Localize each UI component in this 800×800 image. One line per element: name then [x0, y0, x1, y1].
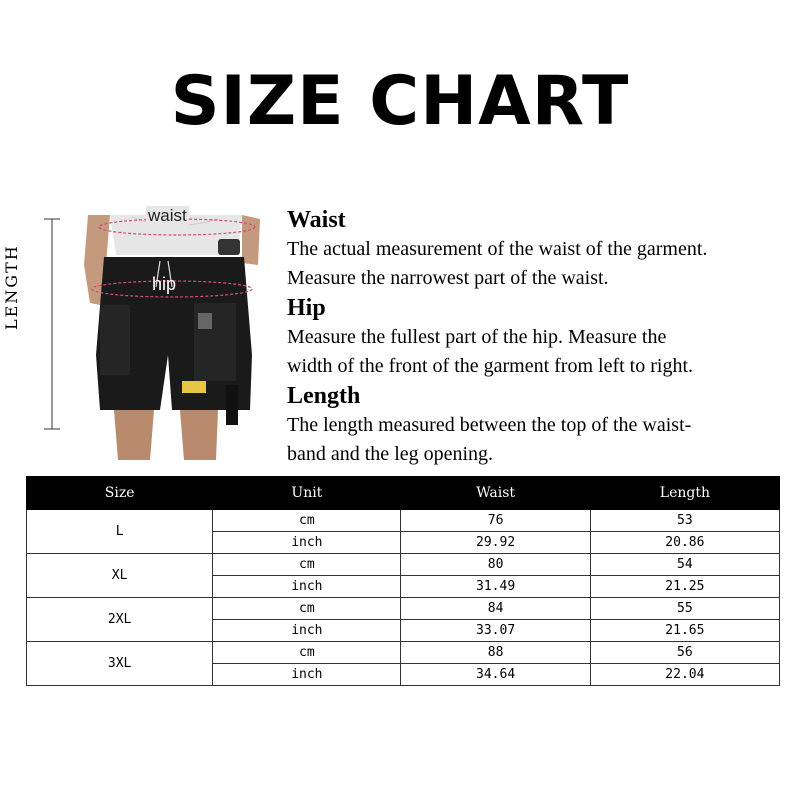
- length-cell: 21.65: [590, 620, 779, 642]
- length-cell: 55: [590, 598, 779, 620]
- length-desc-line-2: band and the leg opening.: [287, 443, 494, 465]
- page-title: SIZE CHART: [170, 62, 630, 141]
- unit-cell: cm: [213, 554, 401, 576]
- unit-cell: cm: [213, 642, 401, 664]
- header-waist: Waist: [401, 477, 590, 510]
- header-size: Size: [27, 477, 213, 510]
- length-cell: 56: [590, 642, 779, 664]
- waist-desc-line-1: The actual measurement of the waist of the garment.: [287, 238, 708, 260]
- table-row: [27, 642, 780, 664]
- model-figure-illustration: [22, 205, 272, 467]
- unit-cell: cm: [213, 510, 401, 532]
- size-cell: 2XL: [27, 598, 213, 642]
- measurement-descriptions: [287, 205, 787, 469]
- table-header-row: [27, 477, 780, 510]
- table-row: [27, 598, 780, 620]
- waist-cell: 29.92: [401, 532, 590, 554]
- table-row: [27, 510, 780, 532]
- size-cell: 3XL: [27, 642, 213, 686]
- waist-cell: 31.49: [401, 576, 590, 598]
- unit-cell: inch: [213, 532, 401, 554]
- unit-cell: inch: [213, 620, 401, 642]
- unit-cell: inch: [213, 576, 401, 598]
- header-unit: Unit: [213, 477, 401, 510]
- waist-cell: 84: [401, 598, 590, 620]
- length-cell: 54: [590, 554, 779, 576]
- waist-cell: 88: [401, 642, 590, 664]
- waist-heading: Waist: [287, 207, 346, 233]
- waist-desc-line-2: Measure the narrowest part of the waist.: [287, 267, 609, 289]
- length-label: LENGTH: [2, 244, 21, 330]
- length-cell: 22.04: [590, 664, 779, 686]
- length-cell: 53: [590, 510, 779, 532]
- hip-desc-line-2: width of the front of the garment from left to right.: [287, 355, 694, 377]
- length-measure-line: [44, 219, 60, 429]
- table-row: [27, 554, 780, 576]
- hip-label: hip: [152, 274, 177, 294]
- size-cell: XL: [27, 554, 213, 598]
- hip-desc-line-1: Measure the fullest part of the hip. Measure the: [287, 326, 667, 348]
- length-cell: 20.86: [590, 532, 779, 554]
- waist-cell: 33.07: [401, 620, 590, 642]
- length-heading: Length: [287, 383, 361, 409]
- hip-heading: Hip: [287, 295, 326, 321]
- waist-label: waist: [148, 206, 187, 225]
- unit-cell: cm: [213, 598, 401, 620]
- size-table: [26, 476, 780, 686]
- length-cell: 21.25: [590, 576, 779, 598]
- unit-cell: inch: [213, 664, 401, 686]
- waist-cell: 80: [401, 554, 590, 576]
- waist-cell: 76: [401, 510, 590, 532]
- waist-cell: 34.64: [401, 664, 590, 686]
- header-length: Length: [590, 477, 779, 510]
- length-desc-line-1: The length measured between the top of the waist-: [287, 414, 692, 436]
- size-cell: L: [27, 510, 213, 554]
